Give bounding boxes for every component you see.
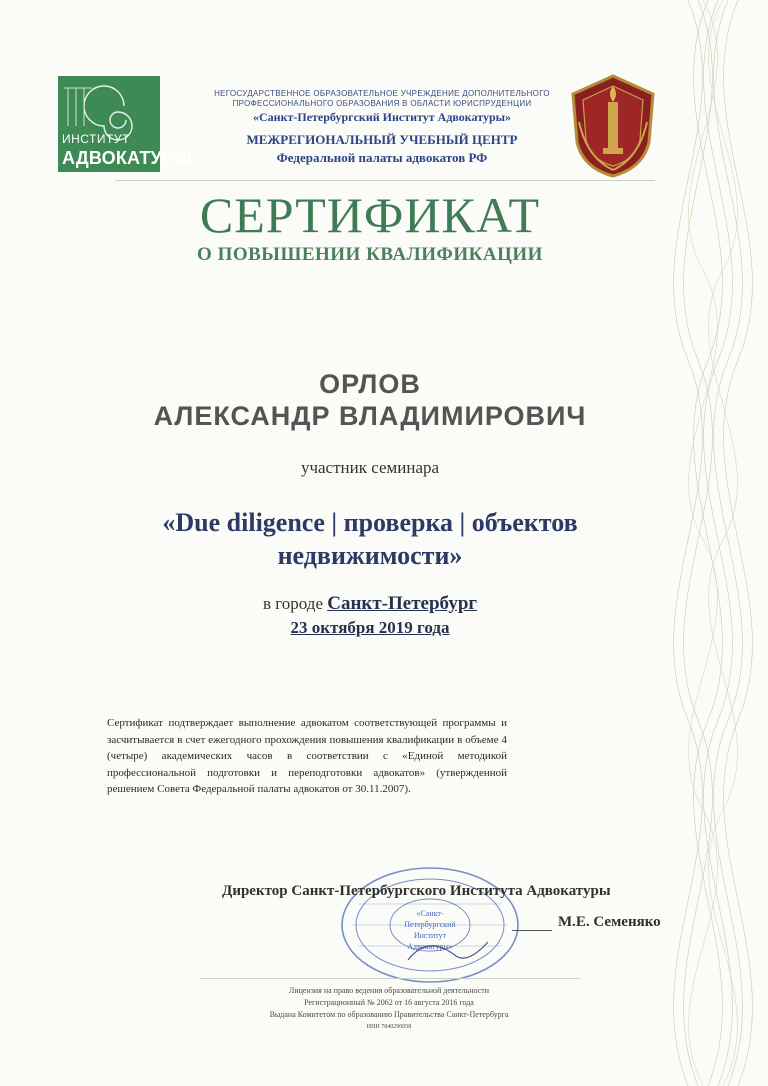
license-line2: Регистрационный № 2062 от 16 августа 2016 года	[304, 998, 474, 1007]
header-line2: ПРОФЕССИОНАЛЬНОГО ОБРАЗОВАНИЯ В ОБЛАСТИ ЮРИСПРУДЕНЦИИ	[232, 99, 532, 108]
event-date: 23 октября 2019 года	[290, 618, 450, 637]
logo-line1: ИНСТИТУТ	[62, 132, 130, 146]
header-line1: НЕГОСУДАРСТВЕННОЕ ОБРАЗОВАТЕЛЬНОЕ УЧРЕЖДЕНИЕ ДОПОЛНИТЕЛЬНОГО	[214, 89, 550, 98]
participant-role: участник семинара	[300, 458, 440, 477]
svg-text:Адвокатуры»: Адвокатуры»	[407, 942, 453, 951]
svg-text:Петербургский: Петербургский	[404, 920, 456, 929]
header-divider	[115, 180, 655, 181]
org-type-text	[172, 89, 592, 109]
center-line2: Федеральной палаты адвокатов РФ	[276, 150, 488, 165]
license-line1: Лицензия на право ведения образовательной деятельности	[288, 986, 490, 995]
city-prefix: в городе	[262, 594, 323, 613]
seminar-title-line1: «Due diligence | проверка | объектов	[162, 508, 578, 537]
signature-line	[512, 930, 552, 931]
center-line1: МЕЖРЕГИОНАЛЬНЫЙ УЧЕБНЫЙ ЦЕНТР	[246, 132, 518, 147]
institute-logo	[58, 76, 192, 172]
director-title: Директор Санкт-Петербургского Института Адвокатуры	[222, 883, 611, 899]
signer-name: М.Е. Семеняко	[558, 914, 661, 930]
recipient-given-names: АЛЕКСАНДР ВЛАДИМИРОВИЧ	[153, 401, 587, 431]
svg-text:«Санкт-: «Санкт-	[416, 909, 444, 918]
seminar-title-line2: недвижимости»	[277, 541, 463, 570]
recipient-surname: ОРЛОВ	[319, 369, 421, 399]
logo-line2: АДВОКАТУРЫ	[62, 148, 192, 168]
license-line3: Выдана Комитетом по образованию Правительства Санкт-Петербурга	[269, 1010, 509, 1019]
inn-line: ИНН 7840290058	[366, 1024, 412, 1030]
certificate-title: СЕРТИФИКАТ	[199, 187, 541, 243]
footer-divider	[200, 978, 580, 979]
certificate-body-text: Сертификат подтверждает выполнение адвокатом соответствующей программы и засчитывается в счет ежегодного прохождения повышения квалификации в объеме 4 (четыре) академических часов в соответствии с «Единой методикой профессиональной подготовки и переподготовки адвокатов» (утвержденной решением Совета Федеральной палаты адвокатов от 30.11.2007).	[107, 717, 507, 795]
institute-name: «Санкт-Петербургский Институт Адвокатуры»	[252, 110, 512, 124]
certificate-subtitle: О ПОВЫШЕНИИ КВАЛИФИКАЦИИ	[197, 244, 543, 265]
city-name: Санкт-Петербург	[327, 593, 478, 614]
svg-text:Институт: Институт	[413, 931, 447, 940]
training-center	[172, 131, 592, 167]
bar-crest-emblem-icon	[567, 72, 659, 180]
event-location	[0, 593, 740, 615]
